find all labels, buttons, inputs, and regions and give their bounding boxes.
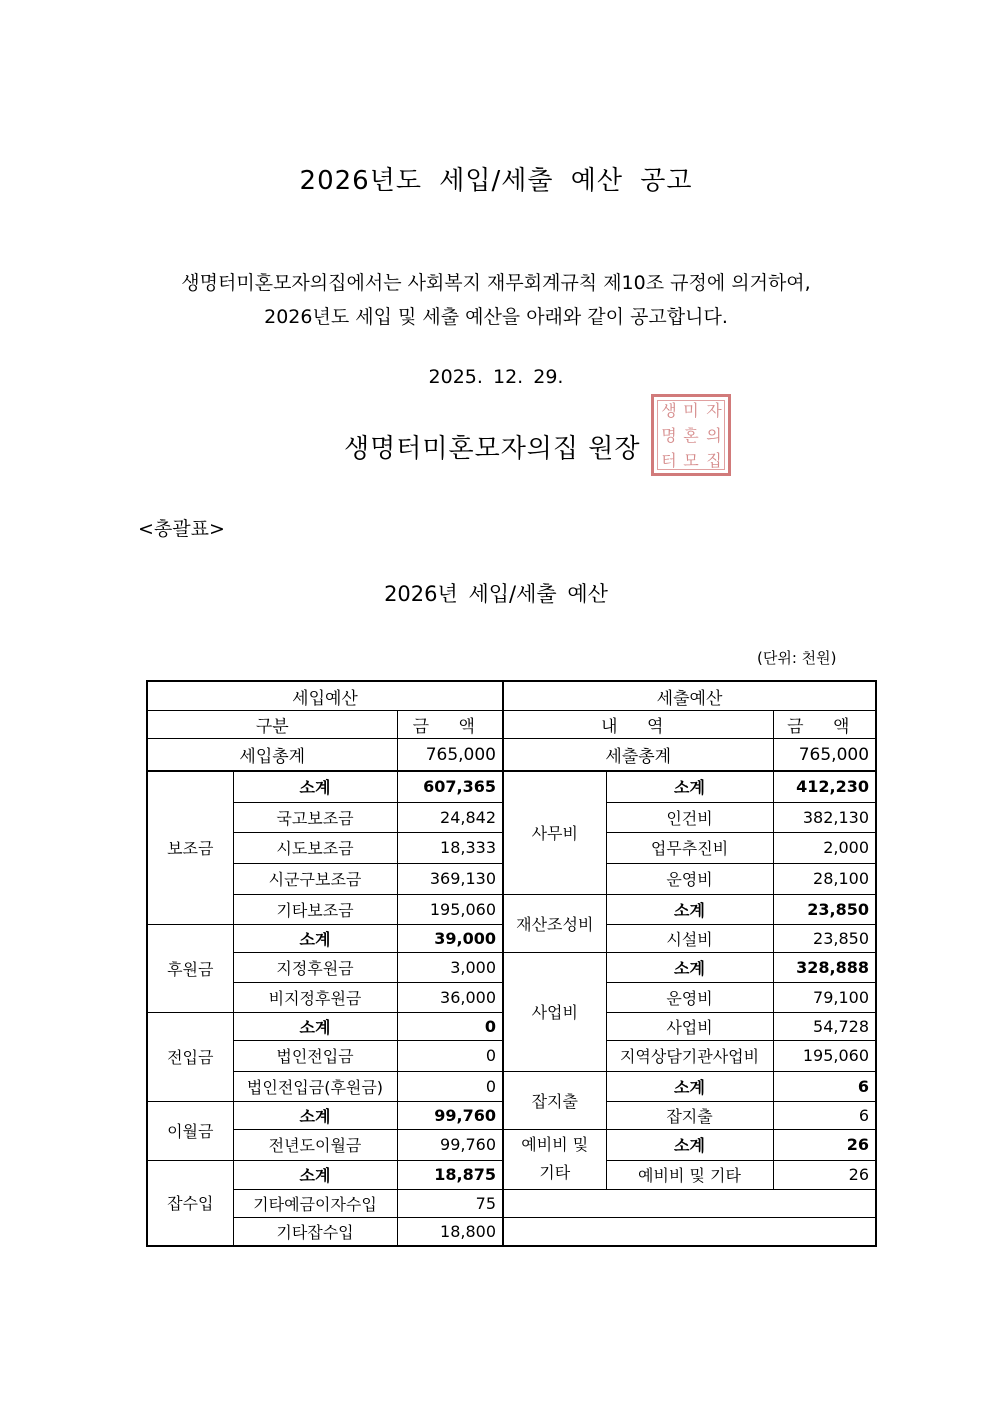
summary-label: <총괄표>	[138, 518, 225, 540]
expense-item-label: 소계	[606, 771, 773, 802]
income-group-name: 잡수입	[147, 1160, 233, 1246]
expense-item-amount: 195,060	[773, 1040, 876, 1071]
unit-note: (단위: 천원)	[757, 649, 837, 667]
expense-item-label: 지역상담기관사업비	[606, 1040, 773, 1071]
income-item-label: 소계	[233, 771, 397, 802]
income-item-amount: 39,000	[397, 924, 503, 952]
income-item-label: 비지정후원금	[233, 982, 397, 1012]
income-group-name: 이월금	[147, 1101, 233, 1160]
expense-group-name-line1: 예비비 및	[521, 1135, 589, 1154]
income-item-label: 기타보조금	[233, 894, 397, 924]
seal-glyph: 미	[683, 401, 699, 420]
expense-item-amount: 2,000	[773, 832, 876, 863]
income-item-amount: 18,875	[397, 1160, 503, 1189]
seal-glyph: 생	[661, 401, 677, 420]
income-item-label: 법인전입금	[233, 1040, 397, 1071]
expense-group-name: 사업비	[503, 952, 606, 1071]
expense-header: 세출예산	[503, 681, 876, 711]
income-item-amount: 18,800	[397, 1217, 503, 1246]
income-item-amount: 0	[397, 1040, 503, 1071]
expense-item-label: 예비비 및 기타	[606, 1160, 773, 1189]
income-col-category: 구분	[147, 711, 397, 739]
seal-glyph: 터	[661, 451, 677, 470]
expense-group-name-line2: 기타	[539, 1163, 571, 1182]
expense-group-name: 잡지출	[503, 1071, 606, 1129]
intro-line-2: 2026년도 세입 및 세출 예산을 아래와 같이 공고합니다.	[264, 306, 728, 328]
expense-item-label: 잡지출	[606, 1101, 773, 1129]
expense-item-label: 소계	[606, 894, 773, 924]
expense-item-label: 운영비	[606, 982, 773, 1012]
income-item-label: 소계	[233, 1160, 397, 1189]
expense-item-amount: 28,100	[773, 863, 876, 894]
income-total-amount: 765,000	[397, 739, 503, 772]
expense-col-amount: 금 액	[773, 711, 876, 739]
notice-date: 2025. 12. 29.	[428, 366, 564, 388]
empty-cell	[503, 1217, 876, 1246]
income-item-label: 소계	[233, 1012, 397, 1040]
income-header: 세입예산	[147, 681, 503, 711]
intro-line-1: 생명터미혼모자의집에서는 사회복지 재무회계규칙 제10조 규정에 의거하여,	[181, 272, 811, 294]
seal-column-1	[658, 403, 680, 469]
expense-item-label: 소계	[606, 1071, 773, 1101]
expense-total-amount: 765,000	[773, 739, 876, 772]
seal-glyph: 명	[661, 426, 677, 445]
expense-total-label: 세출총계	[503, 739, 773, 772]
income-group-name: 전입금	[147, 1012, 233, 1101]
income-item-label: 시군구보조금	[233, 863, 397, 894]
expense-item-amount: 79,100	[773, 982, 876, 1012]
expense-col-item: 내 역	[503, 711, 773, 739]
expense-item-amount: 23,850	[773, 924, 876, 952]
income-item-amount: 99,760	[397, 1101, 503, 1129]
expense-group-name	[503, 1129, 606, 1189]
expense-item-amount: 6	[773, 1101, 876, 1129]
income-item-label: 전년도이월금	[233, 1129, 397, 1160]
seal-column-2	[680, 403, 702, 469]
income-item-amount: 195,060	[397, 894, 503, 924]
seal-glyph: 혼	[683, 426, 699, 445]
seal-glyph: 의	[706, 426, 722, 445]
expense-item-amount: 26	[773, 1129, 876, 1160]
income-item-label: 기타잡수입	[233, 1217, 397, 1246]
expense-item-amount: 23,850	[773, 894, 876, 924]
income-group-name: 보조금	[147, 771, 233, 924]
document-title: 2026년도 세입/세출 예산 공고	[299, 166, 693, 196]
income-item-label: 국고보조금	[233, 802, 397, 832]
seal-glyph: 모	[683, 451, 699, 470]
seal-glyph: 자	[706, 401, 722, 420]
expense-item-label: 시설비	[606, 924, 773, 952]
income-item-amount: 99,760	[397, 1129, 503, 1160]
budget-table	[146, 680, 877, 1247]
expense-item-label: 소계	[606, 952, 773, 982]
table-title: 2026년 세입/세출 예산	[384, 582, 608, 606]
income-item-label: 소계	[233, 924, 397, 952]
income-item-amount: 0	[397, 1012, 503, 1040]
income-item-amount: 24,842	[397, 802, 503, 832]
expense-group-name: 재산조성비	[503, 894, 606, 952]
expense-item-label: 사업비	[606, 1012, 773, 1040]
income-total-label: 세입총계	[147, 739, 397, 772]
expense-item-amount: 26	[773, 1160, 876, 1189]
seal-glyph: 집	[706, 451, 722, 470]
income-item-label: 기타예금이자수입	[233, 1189, 397, 1217]
income-item-amount: 75	[397, 1189, 503, 1217]
income-group-name: 후원금	[147, 924, 233, 1012]
income-item-label: 지정후원금	[233, 952, 397, 982]
income-item-amount: 0	[397, 1071, 503, 1101]
signature-line: 생명터미혼모자의집 원장	[344, 434, 641, 464]
expense-item-amount: 6	[773, 1071, 876, 1101]
income-item-label: 법인전입금(후원금)	[233, 1071, 397, 1101]
expense-item-label: 소계	[606, 1129, 773, 1160]
expense-item-label: 인건비	[606, 802, 773, 832]
income-item-label: 시도보조금	[233, 832, 397, 863]
income-item-amount: 18,333	[397, 832, 503, 863]
expense-group-name: 사무비	[503, 771, 606, 894]
income-col-amount: 금 액	[397, 711, 503, 739]
empty-cell	[503, 1189, 876, 1217]
income-item-amount: 607,365	[397, 771, 503, 802]
official-seal-stamp	[651, 394, 731, 476]
expense-item-label: 업무추진비	[606, 832, 773, 863]
seal-column-3	[703, 403, 725, 469]
expense-item-amount: 412,230	[773, 771, 876, 802]
income-item-label: 소계	[233, 1101, 397, 1129]
income-item-amount: 3,000	[397, 952, 503, 982]
expense-item-amount: 382,130	[773, 802, 876, 832]
expense-item-amount: 328,888	[773, 952, 876, 982]
income-item-amount: 36,000	[397, 982, 503, 1012]
income-item-amount: 369,130	[397, 863, 503, 894]
expense-item-amount: 54,728	[773, 1012, 876, 1040]
expense-item-label: 운영비	[606, 863, 773, 894]
